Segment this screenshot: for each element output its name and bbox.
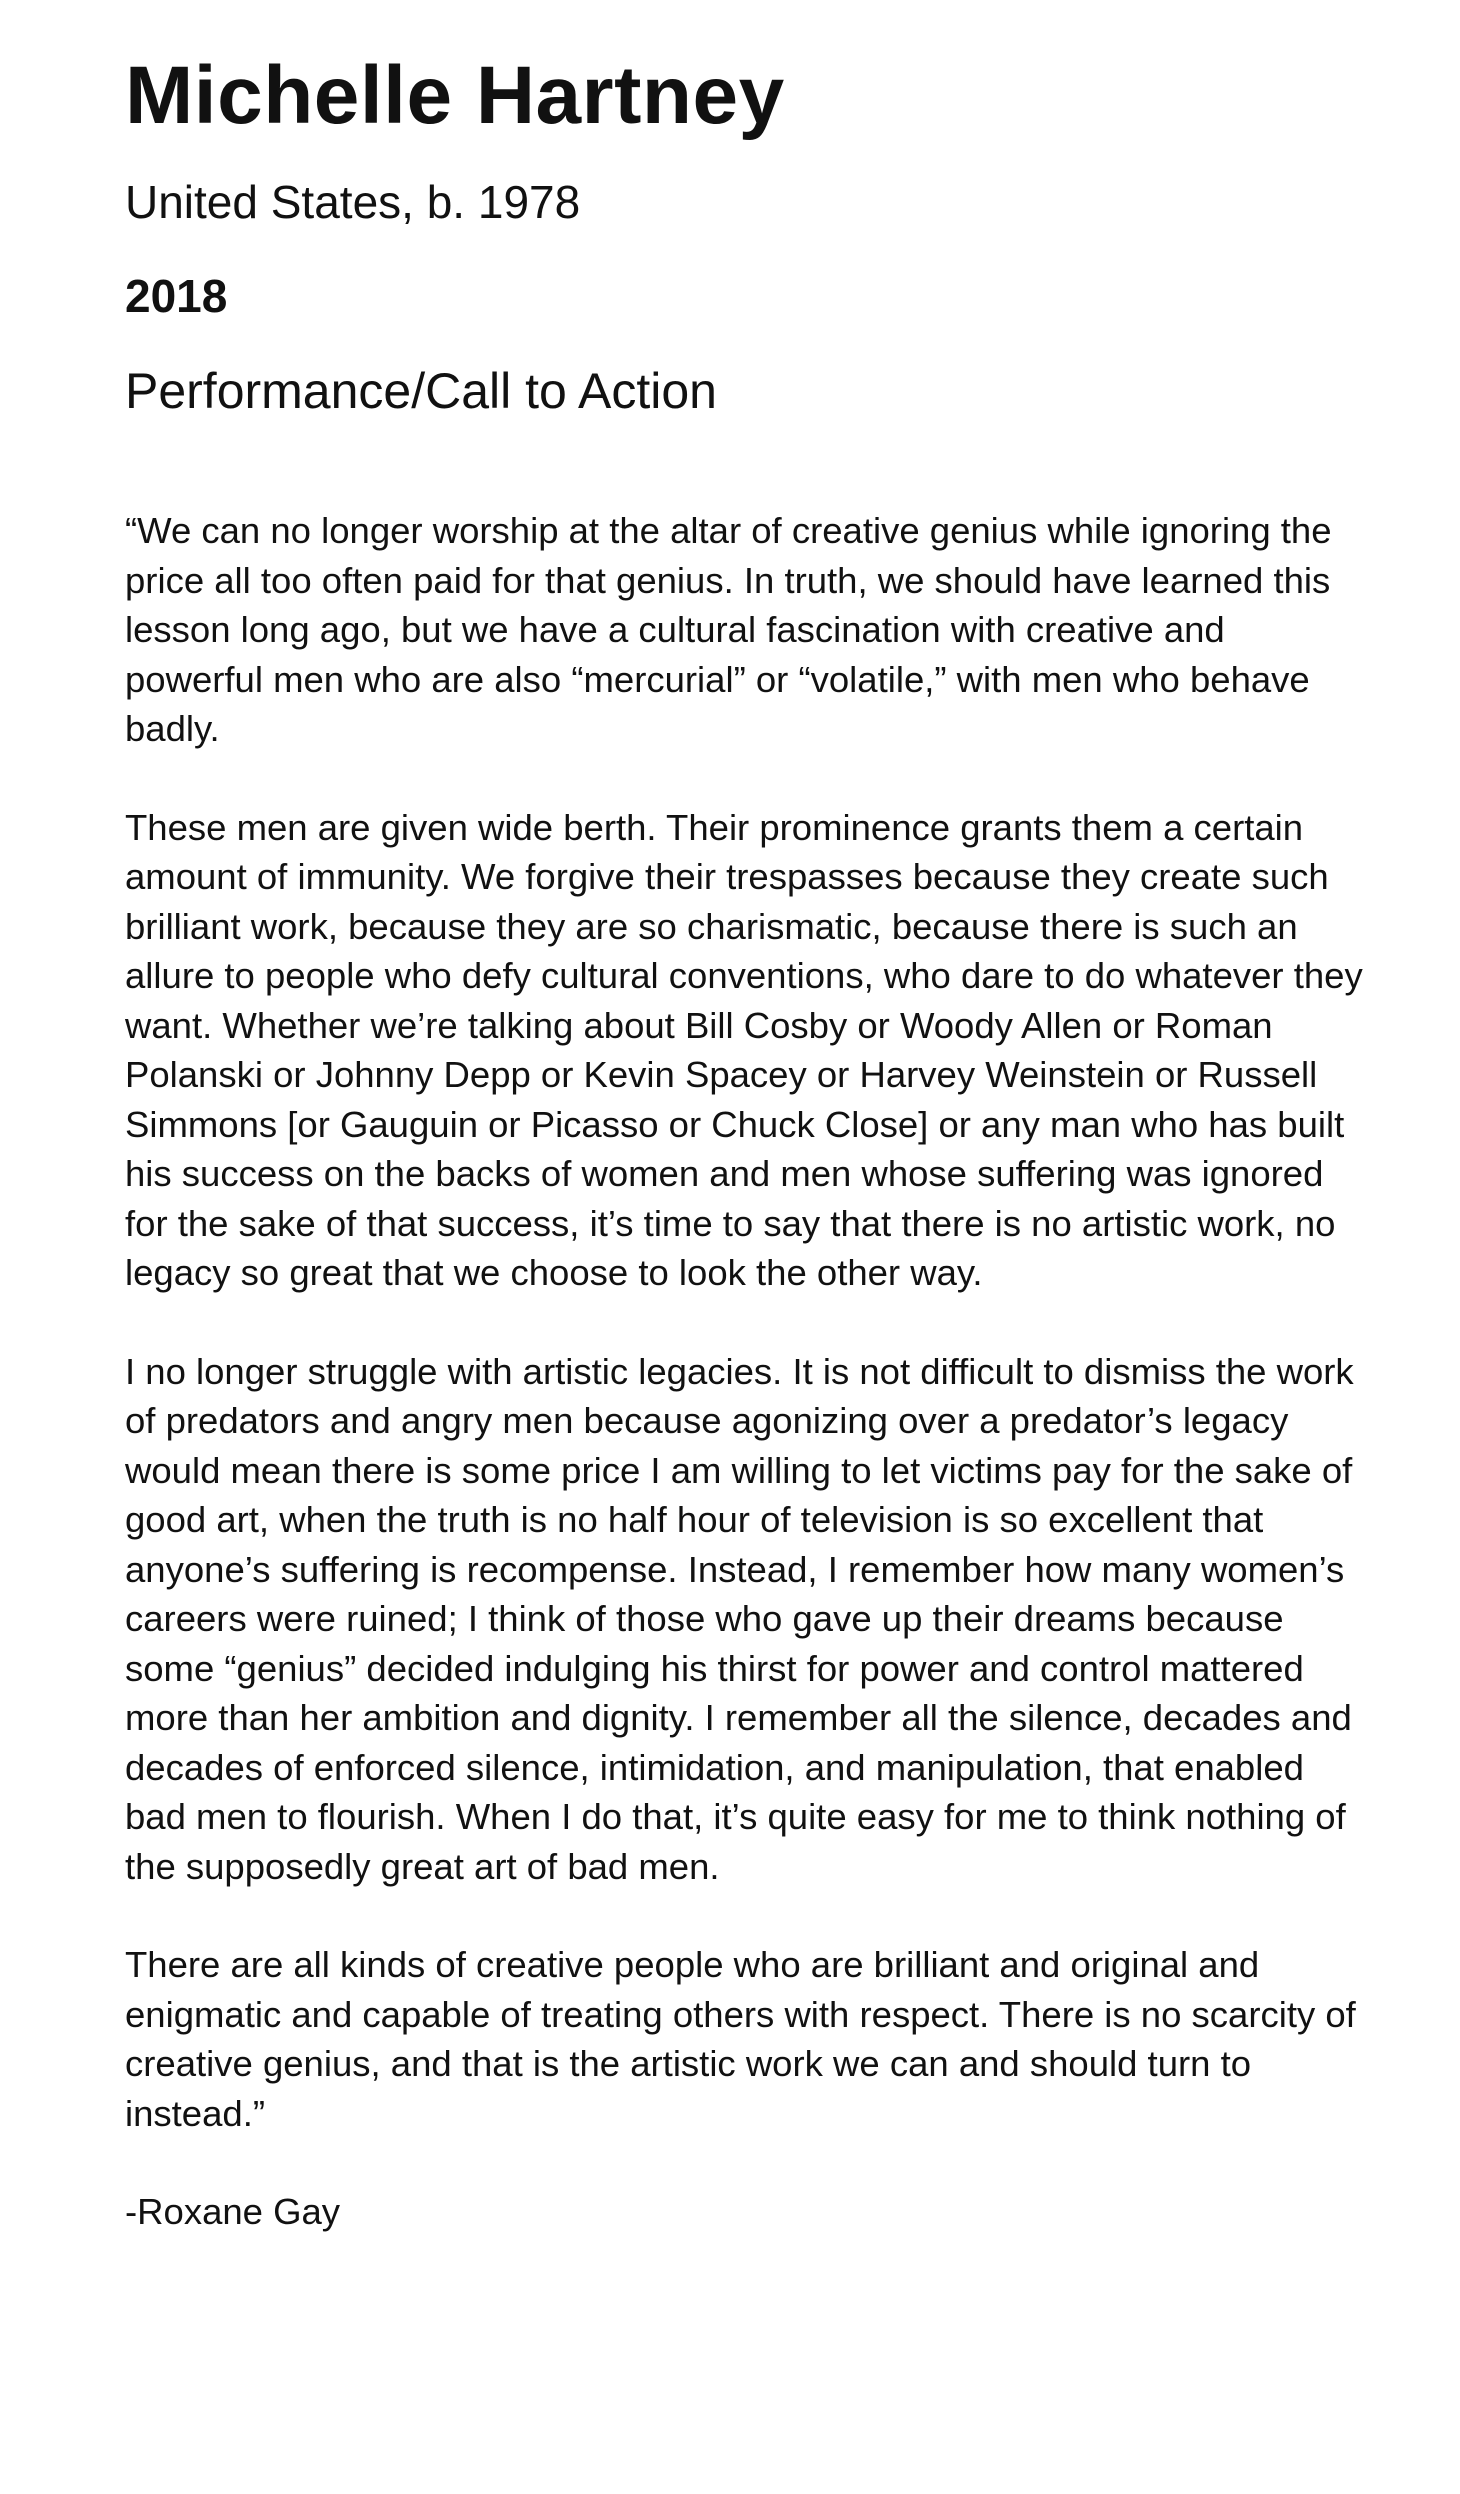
quote-block [125,506,1365,2237]
quote-paragraph: I no longer struggle with artistic legacies. It is not difficult to dismiss the work of predators and angry men because agonizing over a predator’s legacy would mean there is some price I am willing to let victims pay for the sake of good art, when the truth is no half hour of television is so excellent that anyone’s suffering is recompense. Instead, I remember how many women’s careers were ruined; I think of those who gave up their dreams because some “genius” decided indulging his thirst for power and control mattered more than her ambition and dignity. I remember all the silence, decades and decades of enforced silence, intimidation, and manipulation, that enabled bad men to flourish. When I do that, it’s quite easy for me to think nothing of the supposedly great art of bad men. [125,1350,1354,1887]
artwork-year: 2018 [125,270,228,322]
quote-attribution: -Roxane Gay [125,2191,341,2232]
quote-paragraph: “We can no longer worship at the altar of creative genius while ignoring the price all too often paid for that genius. In truth, we should have learned this lesson long ago, but we have a cultural fascination with creative and powerful men who are also “mercurial” or “volatile,” with men who behave badly. [125,510,1332,749]
wall-label [125,46,1365,2237]
quote-paragraph: There are all kinds of creative people who are brilliant and original and enigmatic and capable of treating others with respect. There is no scarcity of creative genius, and that is the artistic work we can and should turn to instead.” [125,1944,1356,2134]
artwork-medium: Performance/Call to Action [125,363,717,419]
artist-name: Michelle Hartney [125,50,785,141]
artist-nationality: United States, b. 1978 [125,176,581,228]
quote-paragraph: These men are given wide berth. Their prominence grants them a certain amount of immunity. We forgive their trespasses because they create such brilliant work, because they are so charismatic, because there is such an allure to people who defy cultural conventions, who dare to do whatever they want. Whether we’re talking about Bill Cosby or Woody Allen or Roman Polanski or Johnny Depp or Kevin Spacey or Harvey Weinstein or Russell Simmons [or Gauguin or Picasso or Chuck Close] or any man who has built his success on the backs of women and men whose suffering was ignored for the sake of that success, it’s time to say that there is no artistic work, no legacy so great that we choose to look the other way. [125,806,1363,1293]
